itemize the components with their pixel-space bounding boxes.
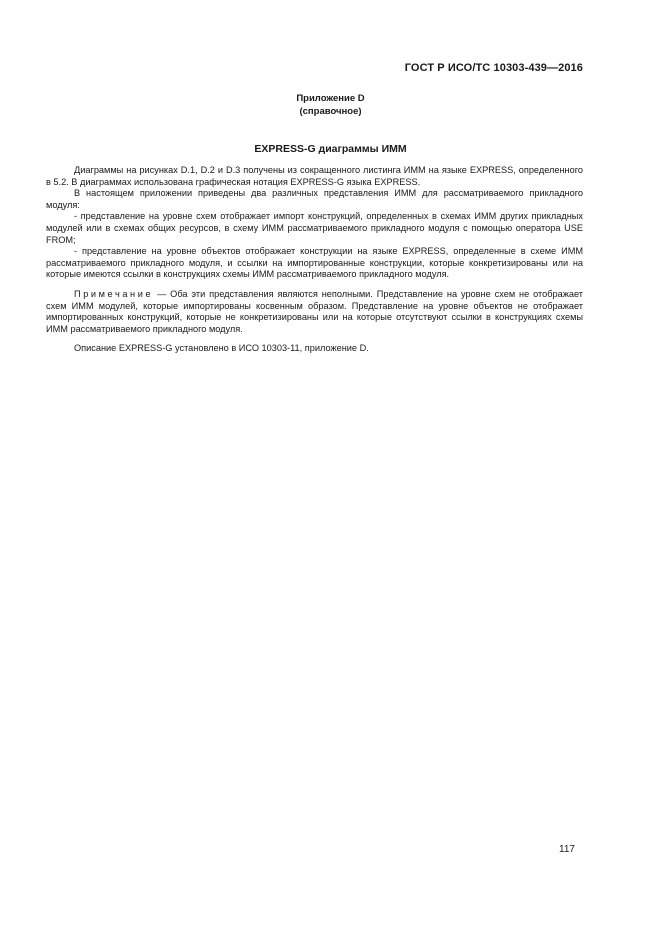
paragraph-entity-level: - представление на уровне объектов отображает конструкции на языке EXPRESS, определенные в схеме ИММ рассматриваемого прикладного модуля, и ссылки на импортированные конструкции, которые конкретизированы или на которые имеются ссылки в конструкциях схемы ИММ рассматриваемого прикладного модуля. — [46, 246, 583, 280]
note-label: Примечание — [74, 288, 154, 299]
annex-heading — [0, 92, 661, 118]
annex-status: (справочное) — [299, 106, 362, 117]
paragraph-representations: В настоящем приложении приведены два различных представления ИММ для рассматриваемого прикладного модуля: — [46, 188, 583, 210]
standard-designation: ГОСТ Р ИСО/ТС 10303-439—2016 — [404, 62, 583, 74]
paragraph-intro: Диаграммы на рисунках D.1, D.2 и D.3 получены из сокращенного листинга ИММ на языке EXPRESS, определенного в 5.2. В диаграммах использована графическая нотация EXPRESS-G языка EXPRESS. — [46, 165, 583, 187]
annex-label: Приложение D — [296, 93, 365, 104]
note-paragraph — [46, 289, 583, 335]
page-number: 117 — [559, 844, 575, 855]
paragraph-schema-level: - представление на уровне схем отображает импорт конструкций, определенных в схемах ИММ других прикладных модулей или в схемах общих ресурсов, в схему ИММ рассматриваемого прикладного модуля с помощью оператора USE FROM; — [46, 211, 583, 245]
note-text: — Оба эти представления являются неполными. Представление на уровне схем не отображает схем ИММ модулей, которые импортированы косвенным образом. Представление на уровне объектов не отображает импортированных конструкций, которые не конкретизированы или на которые отсутствуют ссылки в конструкциях схемы ИММ рассматриваемого прикладного модуля. — [46, 288, 583, 334]
section-title: EXPRESS-G диаграммы ИММ — [254, 143, 407, 155]
paragraph-reference: Описание EXPRESS-G установлено в ИСО 10303-11, приложение D. — [74, 343, 369, 354]
body-text — [46, 165, 583, 355]
